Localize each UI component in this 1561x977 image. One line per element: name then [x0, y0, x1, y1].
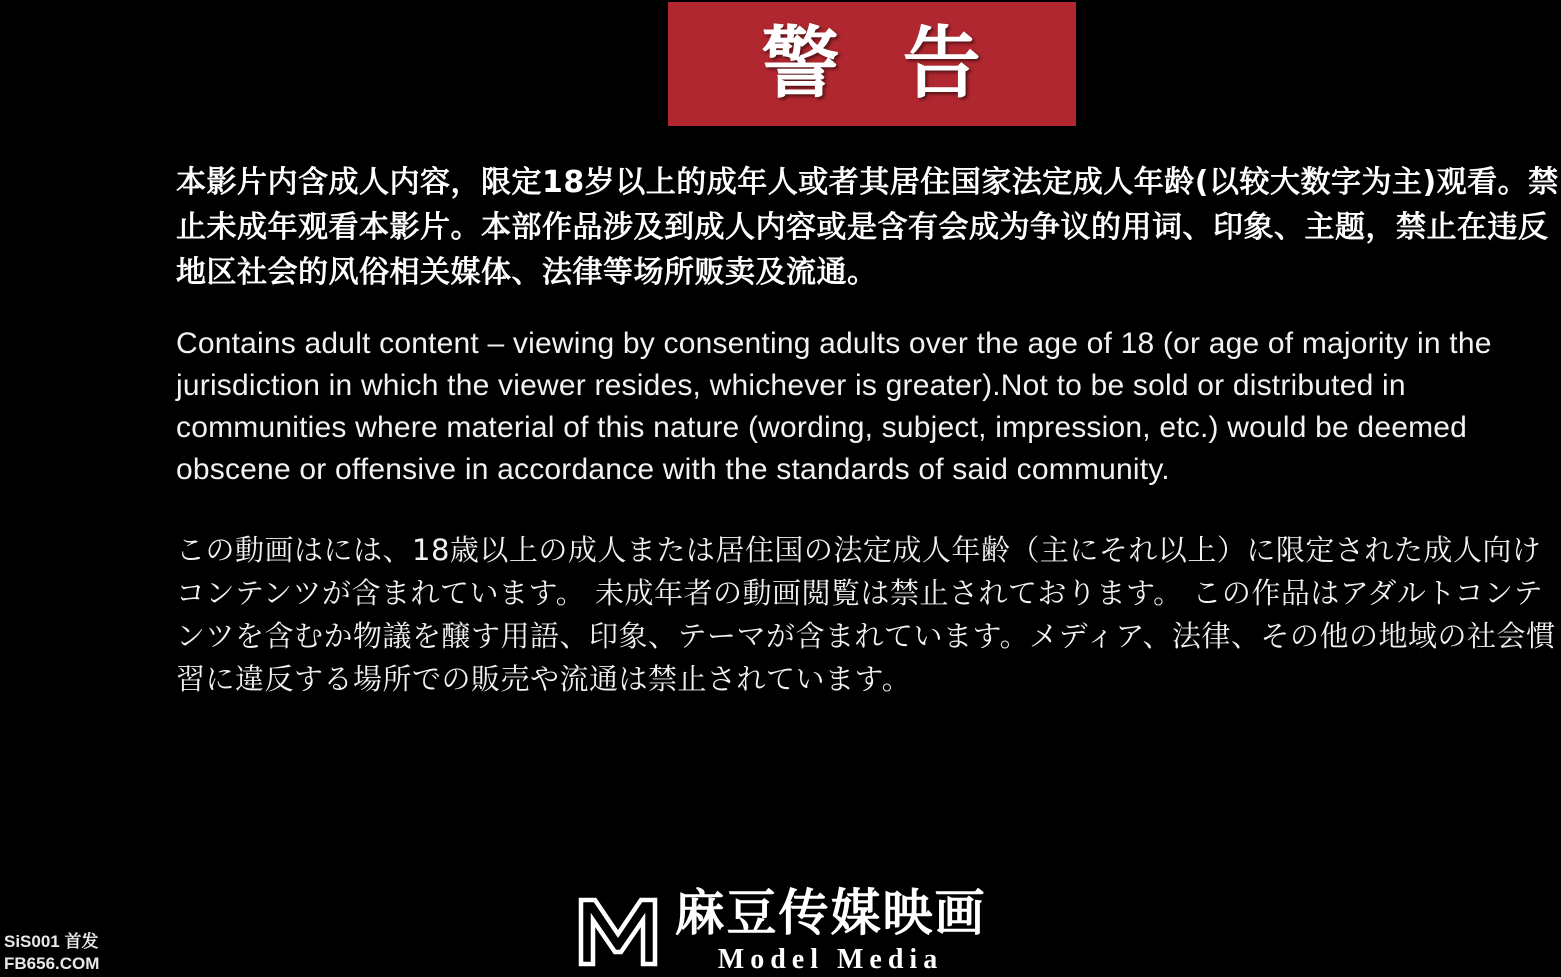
brand-name-en: Model Media — [717, 944, 944, 975]
corner-watermark-line1: SiS001 首发 — [4, 932, 99, 951]
brand-name-cn: 麻豆传媒映画 — [674, 884, 987, 942]
warning-banner-label: 警 告 — [761, 19, 999, 109]
brand-logo — [0, 885, 1561, 977]
brand-text — [674, 884, 987, 975]
notice-japanese: この動画はには、18歳以上の成人または居住国の法定成人年齢（主にそれ以上）に限定された成人向けコンテンツが含まれています。 未成年者の動画閲覧は禁止されております。 この作品はアダルトコンテンツを含むか物議を醸す用語、印象、テーマが含まれています。メディア、法律、その他の地域の社会慣習に違反する場所での販売や流通は禁止されています。 — [176, 533, 1556, 696]
warning-banner — [668, 2, 1076, 126]
notice-text-block — [176, 160, 1561, 701]
notice-english: Contains adult content – viewing by consenting adults over the age of 18 (or age of majority in the jurisdiction in which the viewer resides, whichever is greater).Not to be sold or distributed in communities where material of this nature (wording, subject, impression, etc.) would be deemed obscene or offensive in accordance with the standards of said community. — [176, 327, 1492, 486]
corner-watermark-line2: FB656.COM — [4, 954, 100, 973]
notice-chinese: 本影片内含成人内容，限定18岁以上的成年人或者其居住国家法定成人年龄(以较大数字为主)观看。禁止未成年观看本影片。本部作品涉及到成人内容或是含有会成为争议的用词、印象、主题，禁止在违反地区社会的风俗相关媒体、法律等场所贩卖及流通。 — [176, 165, 1559, 290]
m-monogram-icon — [575, 894, 661, 968]
